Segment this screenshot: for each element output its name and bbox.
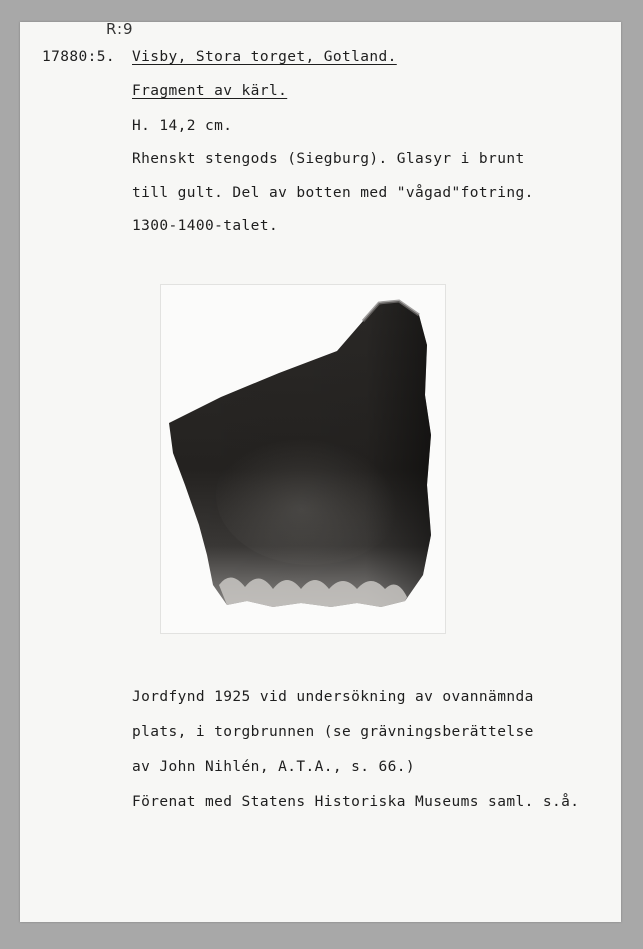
dating: 1300-1400-talet.: [132, 218, 279, 234]
catalog-number: 17880:5.: [42, 49, 116, 65]
description-line-1: Rhenskt stengods (Siegburg). Glasyr i brunt: [132, 151, 525, 167]
find-location: Visby, Stora torget, Gotland.: [132, 49, 397, 65]
pottery-fragment-photo: [161, 285, 445, 633]
object-height: H. 14,2 cm.: [132, 118, 233, 134]
object-title: Fragment av kärl.: [132, 83, 288, 99]
corner-handwritten-note: R:9: [106, 20, 134, 38]
find-info-line-3: av John Nihlén, A.T.A., s. 66.): [132, 759, 416, 775]
catalog-card: [20, 22, 621, 922]
photo-mount: [160, 284, 446, 634]
find-info-line-1: Jordfynd 1925 vid undersökning av ovannämnda: [132, 689, 534, 705]
find-info-line-2: plats, i torgbrunnen (se grävningsberättelse: [132, 724, 534, 740]
shard-glaze-sheen: [216, 425, 406, 565]
find-info-line-4: Förenat med Statens Historiska Museums saml. s.å.: [132, 794, 580, 810]
description-line-2: till gult. Del av botten med "vågad"fotring.: [132, 185, 534, 201]
